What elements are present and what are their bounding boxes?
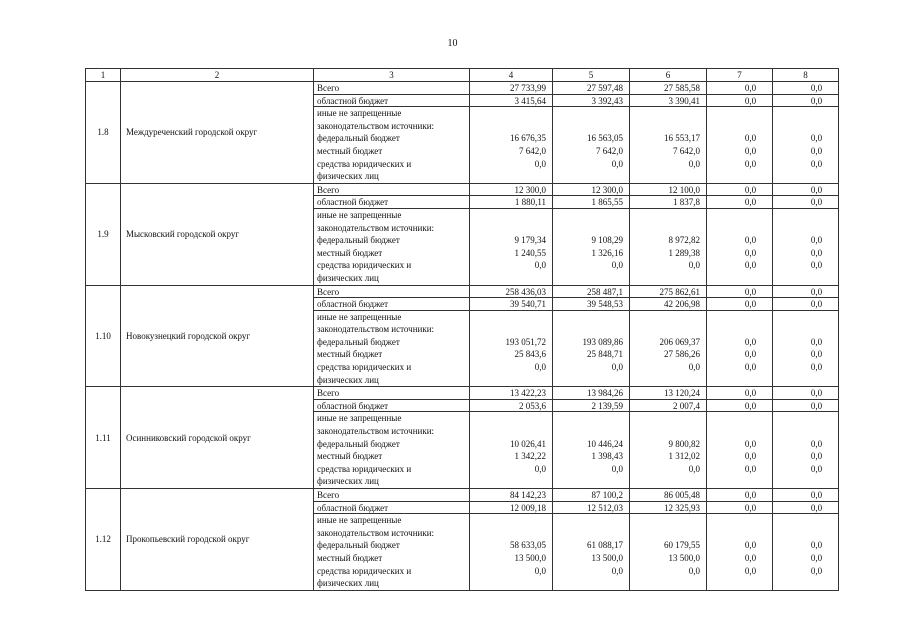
value-spacer [553,514,629,527]
value-regional: 1 837,8 [630,196,706,209]
value-spacer [707,425,772,438]
value-regional: 39 540,71 [470,298,552,311]
value-spacer [630,475,706,488]
source-label-other-2: законодательством источники: [317,426,435,437]
value-regional: 0,0 [707,502,772,515]
value-local: 0,0 [744,247,757,258]
value-column-8 [773,183,839,285]
value-local: 0,0 [810,349,823,360]
value-legal: 0,0 [534,362,546,373]
value-legal: 0,0 [534,463,546,474]
value-federal: 16 563,05 [587,133,623,144]
column-header: 7 [707,69,773,82]
source-label-local: местный бюджет [317,349,383,360]
value-legal: 0,0 [810,260,823,271]
value-regional: 0,0 [707,400,772,413]
funding-sources [314,183,470,285]
value-regional: 0,0 [773,196,838,209]
value-legal: 0,0 [534,260,546,271]
value-regional: 2 053,6 [470,400,552,413]
column-header: 1 [86,69,121,82]
value-local: 1 326,16 [591,247,623,258]
value-total: 13 120,24 [630,387,706,400]
value-column-8 [773,489,839,591]
value-column-6 [630,183,707,285]
value-federal: 9 108,29 [591,235,623,246]
row-number: 1.12 [86,489,121,591]
value-spacer [470,222,552,235]
value-spacer [553,323,629,336]
value-regional: 1 880,11 [470,196,552,209]
source-label-federal: федеральный бюджет [317,540,400,551]
value-spacer [470,425,552,438]
value-total: 258 436,03 [470,286,552,299]
value-legal: 0,0 [744,565,757,576]
value-legal: 0,0 [534,158,546,169]
value-local: 0,0 [810,145,823,156]
value-column-5 [553,183,630,285]
value-spacer [773,107,838,120]
value-spacer [630,323,706,336]
value-spacer [773,527,838,540]
value-column-7 [707,489,773,591]
funding-sources [314,387,470,489]
value-total: 0,0 [773,387,838,400]
value-local: 0,0 [744,145,757,156]
source-label-other-2: законодательством источники: [317,222,435,233]
column-header: 5 [553,69,630,82]
value-spacer [773,120,838,133]
value-total: 275 862,61 [630,286,706,299]
table-row [86,387,839,489]
value-legal: 0,0 [810,565,823,576]
source-label-total: Всего [314,82,469,95]
source-label-federal: федеральный бюджет [317,438,400,449]
source-label-legal-1: средства юридических и [317,565,412,576]
value-regional: 3 415,64 [470,95,552,108]
value-legal: 0,0 [688,463,700,474]
value-local: 27 586,26 [664,349,700,360]
value-federal: 0,0 [810,336,823,347]
value-regional: 3 392,43 [553,95,629,108]
value-column-6 [630,387,707,489]
value-federal: 0,0 [810,133,823,144]
value-spacer [773,412,838,425]
value-federal: 58 633,05 [510,540,546,551]
value-federal: 8 972,82 [668,235,700,246]
value-legal: 0,0 [688,260,700,271]
value-federal: 61 088,17 [587,540,623,551]
value-spacer [553,272,629,285]
value-spacer [773,209,838,222]
value-spacer [773,323,838,336]
municipality-name: Междуреченский городской округ [121,82,314,184]
row-number: 1.9 [86,183,121,285]
value-local: 0,0 [744,552,757,563]
value-legal: 0,0 [611,565,623,576]
value-spacer [707,527,772,540]
value-legal: 0,0 [810,463,823,474]
value-spacer [773,222,838,235]
value-local: 13 500,0 [668,552,700,563]
table-row [86,285,839,387]
value-spacer [773,577,838,590]
value-column-5 [553,82,630,184]
value-spacer [553,222,629,235]
source-label-legal-2: физических лиц [317,171,379,182]
value-spacer [470,120,552,133]
value-column-8 [773,82,839,184]
page-number: 10 [447,38,458,49]
value-local: 1 342,22 [514,451,546,462]
value-spacer [707,222,772,235]
source-label-total: Всего [314,489,469,502]
source-label-federal: федеральный бюджет [317,235,400,246]
value-regional: 0,0 [773,298,838,311]
value-total: 12 300,0 [553,184,629,197]
value-legal: 0,0 [688,362,700,373]
value-column-7 [707,183,773,285]
value-column-7 [707,285,773,387]
value-spacer [553,120,629,133]
value-spacer [630,514,706,527]
value-spacer [630,209,706,222]
value-spacer [773,514,838,527]
source-label-other-1: иные не запрещенные [317,209,402,220]
table-body [86,69,839,591]
column-number-row [86,69,839,82]
value-spacer [470,323,552,336]
value-total: 0,0 [707,489,772,502]
value-total: 13 422,23 [470,387,552,400]
value-regional: 0,0 [773,502,838,515]
value-local: 7 642,0 [673,145,700,156]
source-label-local: местный бюджет [317,247,383,258]
value-legal: 0,0 [611,362,623,373]
value-regional: 0,0 [707,298,772,311]
value-total: 84 142,23 [470,489,552,502]
value-local: 13 500,0 [514,552,546,563]
budget-table [85,68,839,591]
value-spacer [630,107,706,120]
value-column-6 [630,82,707,184]
value-local: 13 500,0 [591,552,623,563]
value-federal: 9 800,82 [668,438,700,449]
value-spacer [470,107,552,120]
value-total: 0,0 [707,184,772,197]
value-spacer [707,374,772,387]
value-column-4 [470,82,553,184]
value-federal: 193 089,86 [582,336,623,347]
value-total: 27 585,58 [630,82,706,95]
source-label-federal: федеральный бюджет [317,133,400,144]
value-local: 0,0 [744,349,757,360]
value-column-5 [553,285,630,387]
value-spacer [773,311,838,324]
value-column-5 [553,489,630,591]
municipality-name: Мысковский городской округ [121,183,314,285]
source-label-federal: федеральный бюджет [317,336,400,347]
value-legal: 0,0 [611,463,623,474]
value-federal: 0,0 [810,438,823,449]
value-local: 1 289,38 [668,247,700,258]
value-local: 7 642,0 [519,145,546,156]
value-total: 0,0 [773,82,838,95]
value-regional: 0,0 [707,95,772,108]
source-label-other-2: законодательством источники: [317,324,435,335]
value-column-8 [773,285,839,387]
value-total: 27 597,48 [553,82,629,95]
value-spacer [707,120,772,133]
source-label-legal-1: средства юридических и [317,158,412,169]
value-spacer [773,425,838,438]
source-label-legal-2: физических лиц [317,374,379,385]
value-federal: 60 179,55 [664,540,700,551]
value-local: 0,0 [810,552,823,563]
value-spacer [470,412,552,425]
value-total: 87 100,2 [553,489,629,502]
source-label-other-1: иные не запрещенные [317,413,402,424]
row-number: 1.11 [86,387,121,489]
value-local: 1 240,55 [514,247,546,258]
value-local: 0,0 [744,451,757,462]
value-federal: 0,0 [744,235,757,246]
value-total: 12 300,0 [470,184,552,197]
source-label-regional: областной бюджет [314,95,469,108]
value-column-4 [470,387,553,489]
row-number: 1.8 [86,82,121,184]
source-label-regional: областной бюджет [314,400,469,413]
value-spacer [773,374,838,387]
value-legal: 0,0 [688,158,700,169]
funding-sources [314,489,470,591]
value-spacer [553,374,629,387]
value-federal: 0,0 [744,540,757,551]
value-spacer [773,475,838,488]
funding-sources [314,285,470,387]
value-federal: 0,0 [744,336,757,347]
value-spacer [630,577,706,590]
value-legal: 0,0 [688,565,700,576]
value-spacer [707,311,772,324]
value-spacer [470,475,552,488]
value-spacer [553,170,629,183]
value-column-6 [630,489,707,591]
value-spacer [470,374,552,387]
value-spacer [553,527,629,540]
value-legal: 0,0 [744,463,757,474]
value-legal: 0,0 [810,362,823,373]
value-total: 258 487,1 [553,286,629,299]
value-spacer [707,170,772,183]
value-regional: 12 009,18 [470,502,552,515]
value-federal: 16 553,17 [664,133,700,144]
source-label-legal-2: физических лиц [317,272,379,283]
value-spacer [470,527,552,540]
source-label-legal-2: физических лиц [317,578,379,589]
row-number: 1.10 [86,285,121,387]
value-regional: 3 390,41 [630,95,706,108]
value-federal: 206 069,37 [659,336,700,347]
value-federal: 0,0 [744,438,757,449]
value-spacer [707,209,772,222]
value-regional: 1 865,55 [553,196,629,209]
value-regional: 2 139,59 [553,400,629,413]
value-local: 7 642,0 [596,145,623,156]
source-label-legal-1: средства юридических и [317,362,412,373]
source-label-regional: областной бюджет [314,196,469,209]
value-local: 0,0 [810,451,823,462]
value-total: 0,0 [707,387,772,400]
value-legal: 0,0 [611,260,623,271]
value-federal: 10 026,41 [510,438,546,449]
value-spacer [707,475,772,488]
source-label-legal-2: физических лиц [317,476,379,487]
value-legal: 0,0 [744,158,757,169]
value-total: 0,0 [773,286,838,299]
value-legal: 0,0 [744,260,757,271]
value-spacer [707,272,772,285]
value-spacer [630,527,706,540]
value-column-4 [470,183,553,285]
municipality-name: Новокузнецкий городской округ [121,285,314,387]
value-regional: 12 512,03 [553,502,629,515]
column-header: 3 [314,69,470,82]
source-label-legal-1: средства юридических и [317,463,412,474]
value-regional: 0,0 [773,95,838,108]
source-label-local: местный бюджет [317,552,383,563]
value-spacer [553,425,629,438]
value-spacer [630,311,706,324]
value-federal: 0,0 [744,133,757,144]
value-spacer [630,374,706,387]
source-label-other-1: иные не запрещенные [317,311,402,322]
value-spacer [630,425,706,438]
value-legal: 0,0 [534,565,546,576]
value-regional: 0,0 [773,400,838,413]
value-column-5 [553,387,630,489]
value-legal: 0,0 [744,362,757,373]
value-column-7 [707,387,773,489]
source-label-other-2: законодательством источники: [317,527,435,538]
value-spacer [707,412,772,425]
value-local: 25 848,71 [587,349,623,360]
column-header: 2 [121,69,314,82]
source-label-other-1: иные не запрещенные [317,515,402,526]
municipality-name: Прокопьевский городской округ [121,489,314,591]
table-row [86,82,839,184]
municipality-name: Осинниковский городской округ [121,387,314,489]
value-legal: 0,0 [611,158,623,169]
value-column-4 [470,489,553,591]
funding-sources [314,82,470,184]
value-column-7 [707,82,773,184]
value-spacer [707,514,772,527]
column-header: 6 [630,69,707,82]
value-spacer [553,577,629,590]
source-label-local: местный бюджет [317,145,383,156]
value-spacer [630,170,706,183]
value-local: 0,0 [810,247,823,258]
value-column-4 [470,285,553,387]
value-spacer [470,170,552,183]
value-legal: 0,0 [810,158,823,169]
value-federal: 9 179,34 [514,235,546,246]
value-total: 13 984,26 [553,387,629,400]
value-total: 27 733,99 [470,82,552,95]
value-spacer [470,272,552,285]
value-total: 0,0 [773,489,838,502]
value-spacer [773,170,838,183]
value-spacer [470,311,552,324]
value-column-8 [773,387,839,489]
value-spacer [630,120,706,133]
table-row [86,489,839,591]
value-federal: 0,0 [810,235,823,246]
value-regional: 39 548,53 [553,298,629,311]
source-label-other-2: законодательством источники: [317,120,435,131]
value-spacer [553,475,629,488]
value-spacer [630,412,706,425]
value-federal: 16 676,35 [510,133,546,144]
value-regional: 2 007,4 [630,400,706,413]
column-header: 4 [470,69,553,82]
value-spacer [553,311,629,324]
value-federal: 0,0 [810,540,823,551]
value-total: 86 005,48 [630,489,706,502]
value-spacer [470,209,552,222]
table-row [86,183,839,285]
value-total: 12 100,0 [630,184,706,197]
value-spacer [553,107,629,120]
source-label-total: Всего [314,387,469,400]
value-total: 0,0 [707,82,772,95]
value-spacer [553,412,629,425]
value-regional: 12 325,93 [630,502,706,515]
value-spacer [630,272,706,285]
value-spacer [553,209,629,222]
value-spacer [707,323,772,336]
value-spacer [470,514,552,527]
value-regional: 0,0 [707,196,772,209]
value-spacer [707,577,772,590]
value-federal: 10 446,24 [587,438,623,449]
source-label-legal-1: средства юридических и [317,260,412,271]
source-label-total: Всего [314,184,469,197]
value-total: 0,0 [707,286,772,299]
source-label-total: Всего [314,286,469,299]
value-spacer [470,577,552,590]
source-label-regional: областной бюджет [314,298,469,311]
value-total: 0,0 [773,184,838,197]
column-header: 8 [773,69,839,82]
value-local: 1 312,02 [668,451,700,462]
value-federal: 193 051,72 [505,336,546,347]
value-regional: 42 206,98 [630,298,706,311]
value-column-6 [630,285,707,387]
source-label-regional: областной бюджет [314,502,469,515]
source-label-other-1: иные не запрещенные [317,108,402,119]
value-local: 1 398,43 [591,451,623,462]
value-spacer [707,107,772,120]
source-label-local: местный бюджет [317,451,383,462]
value-local: 25 843,6 [514,349,546,360]
value-spacer [773,272,838,285]
value-spacer [630,222,706,235]
